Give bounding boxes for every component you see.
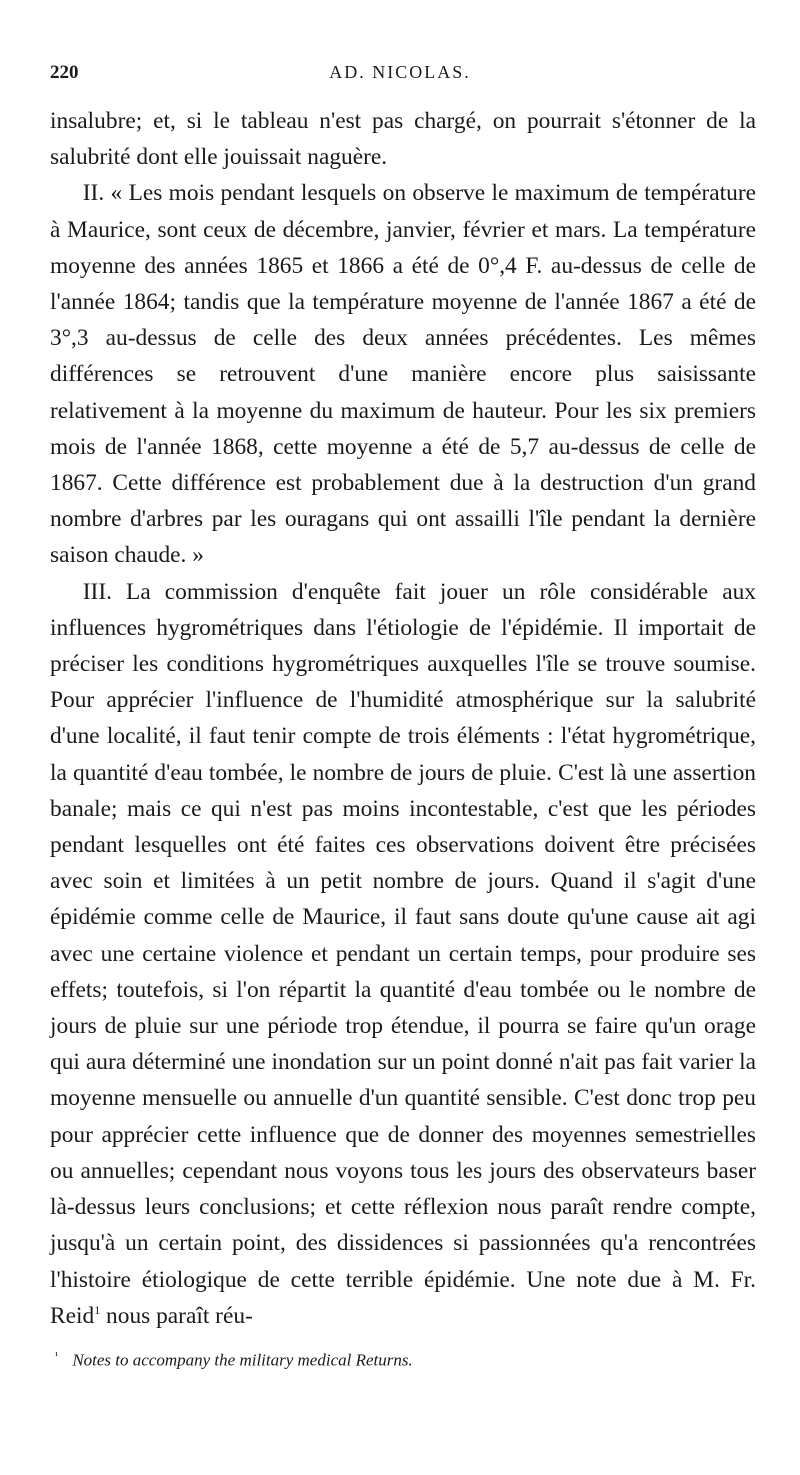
running-head: AD. NICOLAS. xyxy=(329,62,471,82)
paragraph-ii: II. « Les mois pendant lesquels on observe le maximum de température à Maurice, sont ceux de décembre, janvier, février et mars. La température moyenne des années 1865 et 1866 a été de 0°,4 F. au-dessus de celle de l'année 1864; tandis que la température moyenne de l'année 1867 a été de 3°,3 au-dessus de celle des deux années précédentes. Les mêmes différences se retrouvent d'une manière encore plus saisissante relativement à la moyenne du maximum de hauteur. Pour les six premiers mois de l'année 1868, cette moyenne a été de 5,7 au-dessus de celle de 1867. Cette différence est probablement due à la destruction d'un grand nombre d'arbres par les ouragans qui ont assailli l'île pendant la dernière saison chaude. » xyxy=(50,180,756,569)
paragraph-iii xyxy=(50,574,756,1334)
page-header xyxy=(50,62,750,92)
paragraph-iii-text: III. La commission d'enquête fait jouer un rôle considérable aux influences hygrométriques dans l'étiologie de l'épidémie. Il importait de préciser les conditions hygrométriques auxquelles l'île se trouve soumise. Pour apprécier l'influence de l'humidité atmosphérique sur la salubrité d'une localité, il faut tenir compte de trois éléments : l'état hygrométrique, la quantité d'eau tombée, le nombre de jours de pluie. C'est là une assertion banale; mais ce qui n'est pas moins incontestable, c'est que les périodes pendant lesquelles ont été faites ces observations doivent être précisées avec soin et limitées à un petit nombre de jours. Quand il s'agit d'une épidémie comme celle de Maurice, il faut sans doute qu'une cause ait agi avec une certaine violence et pendant un certain temps, pour produire ses effets; toutefois, si l'on répartit la quantité d'eau tombée ou le nombre de jours de pluie sur une période trop étendue, il pourra se faire qu'un orage qui aura déterminé une inondation sur un point donné n'ait pas fait varier la moyenne mensuelle ou annuelle d'un quantité sensible. C'est donc trop peu pour apprécier cette influence que de donner des moyennes semestrielles ou annuelles; cependant nous voyons tous les jours des observateurs baser là-dessus leurs conclusions; et cette réflexion nous paraît rendre compte, jusqu'à un certain point, des dissidences si passionnées qu'a rencontrées l'histoire étiologique de cette terrible épidémie. Une note due à M. Fr. Reid xyxy=(50,578,756,1329)
paragraph-continuation: insalubre; et, si le tableau n'est pas chargé, on pourrait s'étonner de la salubrité dont elle jouissait naguère. xyxy=(50,108,756,171)
paragraph-iii-tail: nous paraît réu- xyxy=(106,1302,253,1329)
page-number: 220 xyxy=(50,62,79,83)
footnote xyxy=(55,1345,755,1372)
footnote-reference[interactable]: 1 xyxy=(94,1302,101,1317)
footnote-mark: ¹ xyxy=(55,1350,59,1362)
body-text xyxy=(50,103,756,1334)
footnote-text: Notes to accompany the military medical Returns. xyxy=(72,1350,413,1370)
